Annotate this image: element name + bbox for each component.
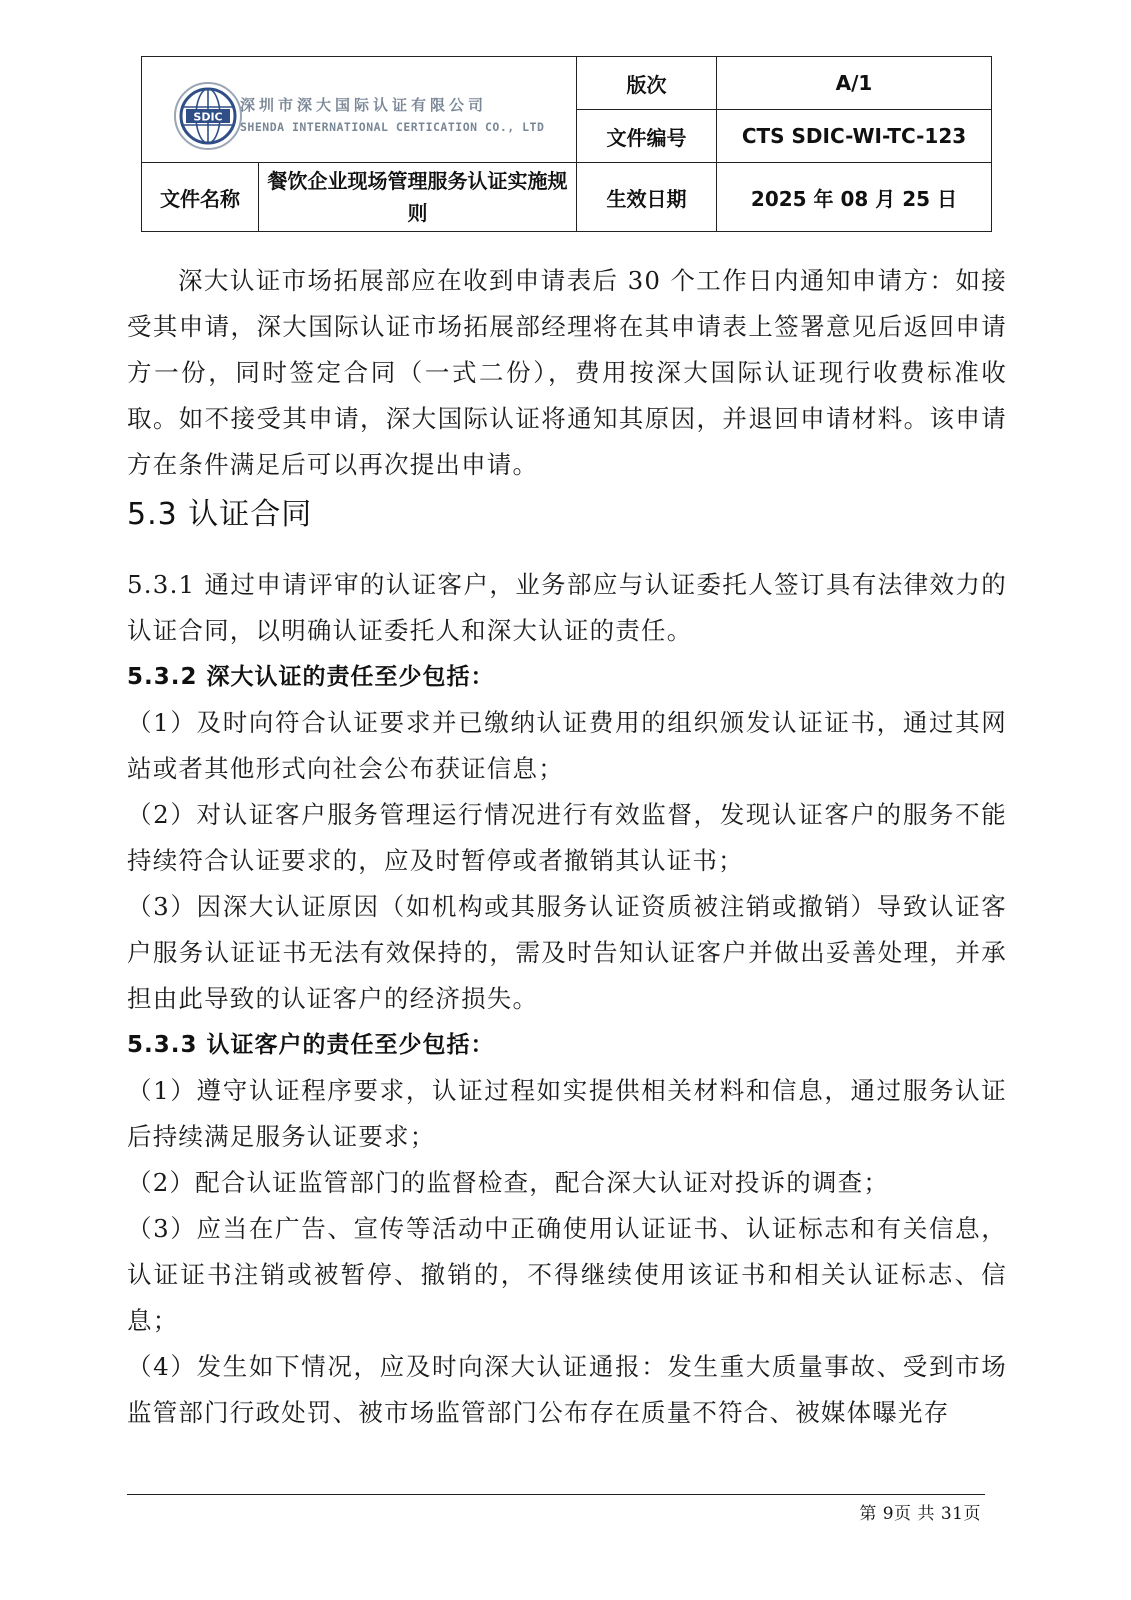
version-label: 版次 [577,57,717,110]
doc-name-label: 文件名称 [142,163,259,232]
section-heading: 5.3 认证合同 [127,497,313,532]
intro-paragraph: 深大认证市场拓展部应在收到申请表后 30 个工作日内通知申请方：如接受其申请，深大国际认证市场拓展部经理将在其申请表上签署意见后返回申请方一份，同时签定合同（一式二份），费用按深大国际认证现行收费标准收取。如不接受其申请，深大国际认证将通知其原因，并退回申请材料。该申请方在条件满足后可以再次提出申请。 [127,266,1007,479]
doc-name-value: 餐饮企业现场管理服务认证实施规则 [267,169,568,226]
company-name-en: SHENDA INTERNATIONAL CERTICATION CO., LTD [240,119,545,134]
footer-rule [127,1494,985,1495]
clause-5-3-2-item: （1）及时向符合认证要求并已缴纳认证费用的组织颁发认证证书，通过其网站或者其他形式向社会公布获证信息； [127,708,1007,783]
document-header-table [141,56,992,232]
effective-date-value: 2025 年 08 月 25 日 [717,163,992,232]
doc-number-label: 文件编号 [577,110,717,163]
document-body [127,258,1007,1436]
clause-5-3-3-item: （3）应当在广告、宣传等活动中正确使用认证证书、认证标志和有关信息，认证证书注销或被暂停、撤销的，不得继续使用该证书和相关认证标志、信息； [127,1214,1007,1335]
version-value: A/1 [717,57,992,110]
clause-5-3-3-item: （2）配合认证监管部门的监督检查，配合深大认证对投诉的调查； [127,1168,890,1197]
page-number: 第 9页 共 31页 [859,1504,981,1524]
effective-date-label: 生效日期 [577,163,717,232]
company-logo-cell [142,57,577,163]
clause-5-3-3-item: （1）遵守认证程序要求，认证过程如实提供相关材料和信息，通过服务认证后持续满足服务认证要求； [127,1076,1007,1151]
doc-name-cell [259,163,577,232]
clause-5-3-3-item: （4）发生如下情况，应及时向深大认证通报：发生重大质量事故、受到市场监管部门行政处罚、被市场监管部门公布存在质量不符合、被媒体曝光存 [127,1352,1007,1427]
clause-5-3-2-heading: 5.3.2 深大认证的责任至少包括： [127,664,495,690]
clause-5-3-3-heading: 5.3.3 认证客户的责任至少包括： [127,1032,495,1058]
emblem-text: SDIC [193,110,223,124]
doc-number-value: CTS SDIC-WI-TC-123 [717,110,992,163]
company-name-cn: 深圳市深大国际认证有限公司 [240,95,488,114]
clause-5-3-2-item: （3）因深大认证原因（如机构或其服务认证资质被注销或撤销）导致认证客户服务认证证书无法有效保持的，需及时告知认证客户并做出妥善处理，并承担由此导致的认证客户的经济损失。 [127,892,1007,1013]
clause-5-3-1: 5.3.1 通过申请评审的认证客户，业务部应与认证委托人签订具有法律效力的认证合同，以明确认证委托人和深大认证的责任。 [127,570,1007,645]
company-emblem-icon [172,80,244,152]
clause-5-3-2-item: （2）对认证客户服务管理运行情况进行有效监督，发现认证客户的服务不能持续符合认证要求的，应及时暂停或者撤销其认证书； [127,800,1007,875]
